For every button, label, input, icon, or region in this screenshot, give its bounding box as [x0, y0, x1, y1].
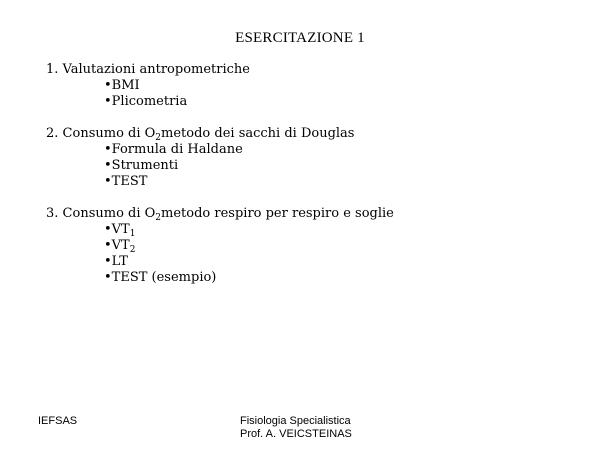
- bullet-icon: [104, 174, 112, 189]
- list-item: [104, 270, 394, 286]
- content: [46, 62, 394, 302]
- section-2-bullets: [46, 142, 394, 190]
- bullet-icon: [104, 238, 112, 253]
- section-3: [46, 206, 394, 286]
- list-item: [104, 174, 394, 190]
- section-1: [46, 62, 394, 110]
- item-strumenti: Strumenti: [111, 158, 179, 173]
- section-3-number: 3.: [46, 206, 59, 221]
- section-2-text-post: metodo dei sacchi di Douglas: [161, 126, 355, 141]
- section-2-number: 2.: [46, 126, 59, 141]
- list-item: [104, 254, 394, 270]
- section-1-number: 1.: [46, 62, 59, 77]
- section-1-text: Valutazioni antropometriche: [62, 62, 250, 77]
- list-item: [104, 94, 394, 110]
- item-haldane: Formula di Haldane: [111, 142, 243, 157]
- item-plicometria: Plicometria: [111, 94, 188, 109]
- footer-right: [240, 415, 352, 441]
- item-vt1: VT: [111, 222, 130, 237]
- item-vt2-subscript: 2: [129, 245, 136, 255]
- section-1-heading: [46, 62, 394, 78]
- footer-left: IEFSAS: [38, 415, 78, 427]
- slide-title: ESERCITAZIONE 1: [235, 30, 365, 46]
- section-3-bullets: [46, 222, 394, 286]
- list-item: [104, 238, 394, 254]
- item-lt: LT: [111, 254, 128, 269]
- bullet-icon: [104, 78, 112, 93]
- section-2-subscript: 2: [155, 133, 162, 143]
- item-vt1-subscript: 1: [129, 229, 136, 239]
- section-3-text-pre: Consumo di O: [62, 206, 156, 221]
- item-bmi: BMI: [111, 78, 140, 93]
- item-vt2: VT: [111, 238, 130, 253]
- bullet-icon: [104, 142, 112, 157]
- list-item: [104, 158, 394, 174]
- bullet-icon: [104, 158, 112, 173]
- section-3-heading: [46, 206, 394, 222]
- section-2-text-pre: Consumo di O: [62, 126, 156, 141]
- item-test-esempio: TEST (esempio): [111, 270, 217, 285]
- bullet-icon: [104, 254, 112, 269]
- list-item: [104, 142, 394, 158]
- bullet-icon: [104, 270, 112, 285]
- bullet-icon: [104, 222, 112, 237]
- section-3-subscript: 2: [155, 213, 162, 223]
- section-2: [46, 126, 394, 190]
- list-item: [104, 78, 394, 94]
- footer-professor: Prof. A. VEICSTEINAS: [240, 428, 352, 440]
- section-2-heading: [46, 126, 394, 142]
- footer-course: Fisiologia Specialistica: [240, 415, 351, 427]
- section-1-bullets: [46, 78, 394, 110]
- bullet-icon: [104, 94, 112, 109]
- list-item: [104, 222, 394, 238]
- item-test: TEST: [111, 174, 148, 189]
- section-3-text-post: metodo respiro per respiro e soglie: [161, 206, 394, 221]
